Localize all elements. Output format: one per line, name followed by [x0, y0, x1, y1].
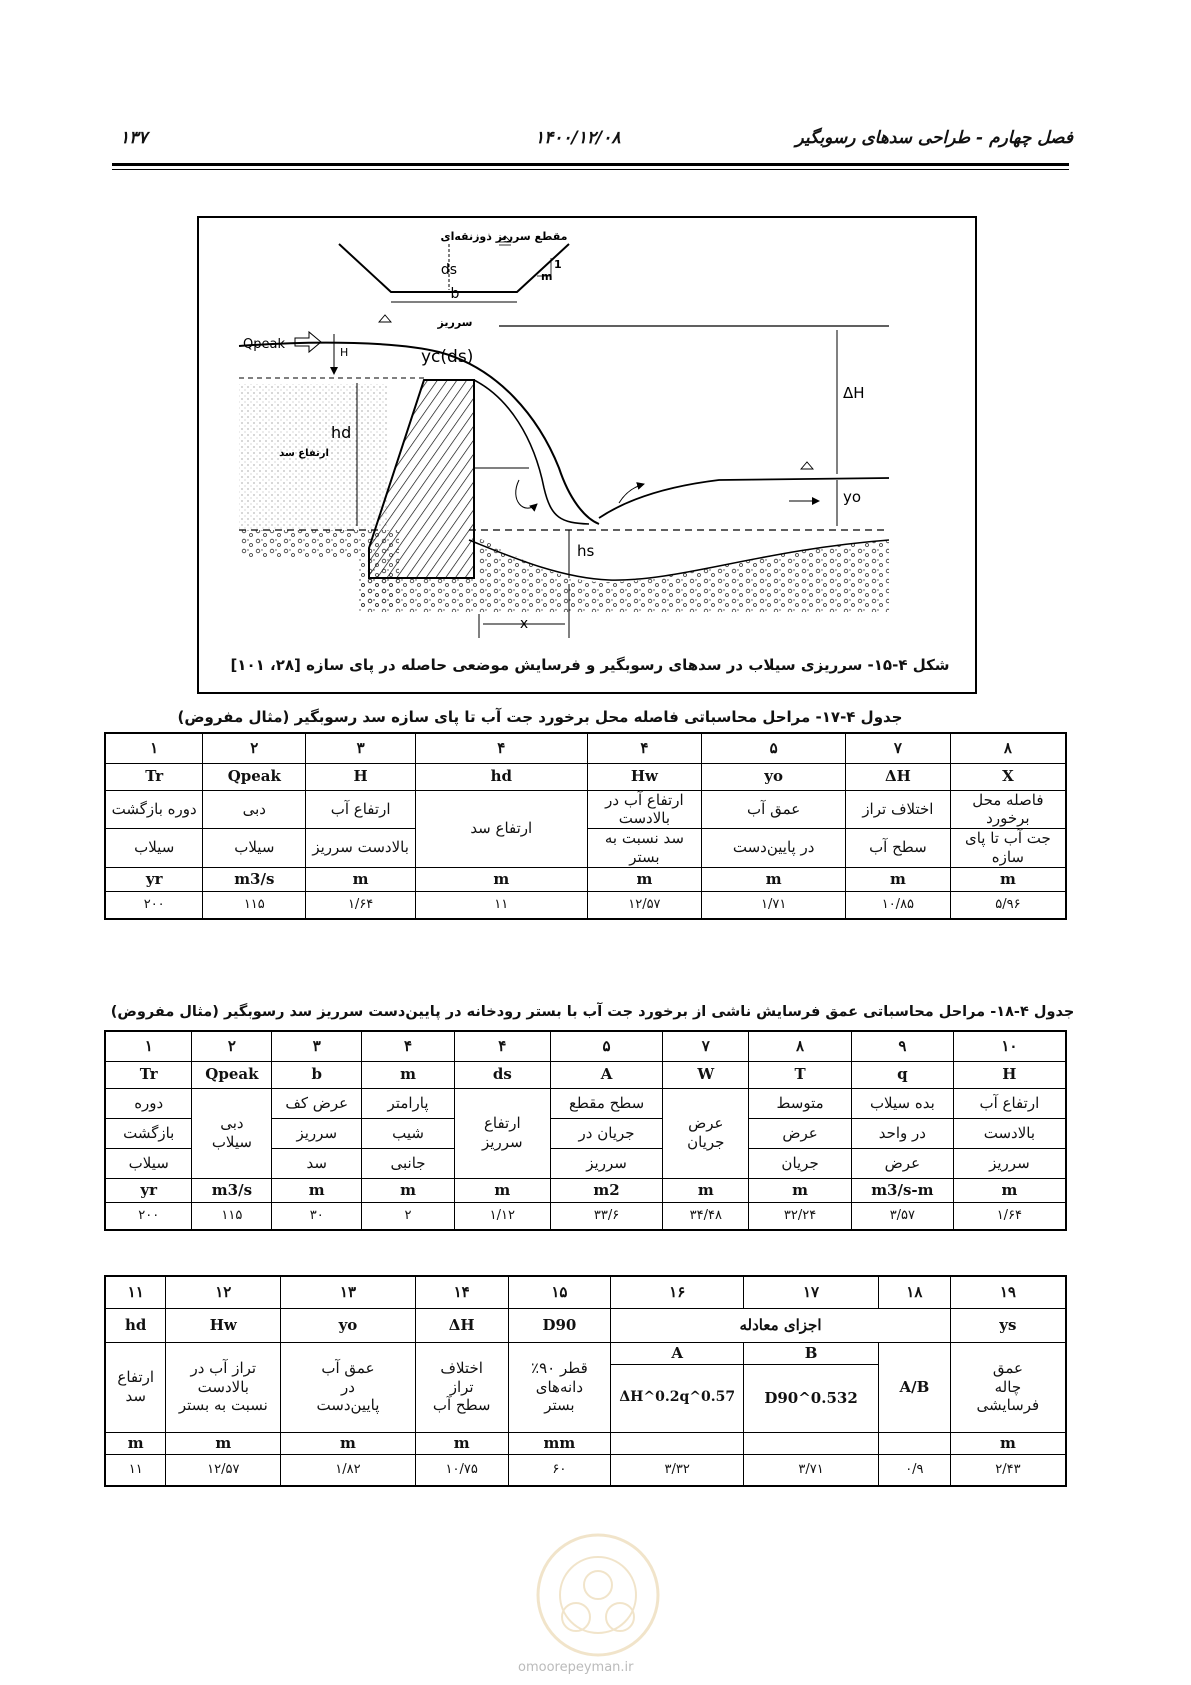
t18-desc: سد — [272, 1148, 362, 1178]
yc-label: yc(ds) — [421, 347, 474, 367]
t18b-desc-hd — [105, 1342, 166, 1432]
t18b-unit: m — [415, 1432, 508, 1454]
t18b-val: ۱۲/۵۷ — [166, 1454, 281, 1486]
watermark-logo — [508, 1505, 688, 1685]
t18b-unit: m — [950, 1432, 1066, 1454]
table18-num-row — [105, 1031, 1066, 1061]
t18b-desc-delta-h — [415, 1342, 508, 1432]
t18-unit: m — [454, 1178, 550, 1202]
t18b-desc-d90 — [508, 1342, 611, 1432]
t18-desc: سیلاب — [211, 1133, 252, 1151]
table18-unit-row — [105, 1178, 1066, 1202]
inset-ds-label: ds — [440, 262, 458, 278]
table18b-num-row — [105, 1276, 1066, 1308]
t17-num: ۲ — [203, 733, 306, 763]
t18-num: ۱۰ — [953, 1031, 1066, 1061]
t17-desc: ارتفاع آب در بالادست — [587, 790, 702, 829]
t18b-sym: yo — [281, 1308, 416, 1342]
t17-val: ۱/۶۴ — [306, 891, 416, 919]
table17-value-row — [105, 891, 1066, 919]
t17-desc: دبی — [203, 790, 306, 829]
t18b-num: ۱۳ — [281, 1276, 416, 1308]
t17-desc: فاصله محل برخورد — [950, 790, 1066, 829]
t17-val: ۱۰/۸۵ — [845, 891, 950, 919]
t17-unit: m — [587, 867, 702, 891]
t18b-num: ۱۹ — [950, 1276, 1066, 1308]
t18b-num: ۱۴ — [415, 1276, 508, 1308]
t18-desc: متوسط — [749, 1088, 852, 1118]
t18b-unit: m — [281, 1432, 416, 1454]
table18-desc-row-1 — [105, 1088, 1066, 1118]
t18b-num: ۱۸ — [878, 1276, 950, 1308]
t18-num: ۷ — [663, 1031, 749, 1061]
t18-desc: ارتفاع — [483, 1114, 521, 1133]
t18b-unit: mm — [508, 1432, 611, 1454]
spillway-label: سرریز — [437, 316, 473, 329]
x-label: x — [519, 616, 529, 632]
t18-desc: سرریز — [272, 1118, 362, 1148]
t18b-val: ۳/۷۱ — [744, 1454, 879, 1486]
t18b-sym: Hw — [166, 1308, 281, 1342]
t17-num: ۸ — [950, 733, 1066, 763]
t18-desc: پارامتر — [362, 1088, 455, 1118]
header-rule-thin — [112, 169, 1069, 170]
t18-val: ۱/۱۲ — [454, 1202, 550, 1230]
t17-num: ۴ — [587, 733, 702, 763]
delta-h-label: ΔH — [843, 384, 865, 402]
t18-sym: H — [953, 1061, 1066, 1088]
t18b-desc: دانه‌های — [535, 1377, 584, 1396]
t18-sym: q — [851, 1061, 953, 1088]
t18b-formula-b: D90^0.532 — [744, 1364, 879, 1432]
t18-desc-discharge — [192, 1088, 272, 1178]
t17-unit: yr — [105, 867, 203, 891]
t17-val: ۵/۹۶ — [950, 891, 1066, 919]
t17-sym: Hw — [587, 763, 702, 790]
t17-desc: ارتفاع سد — [416, 790, 588, 867]
t18b-desc: تراز آب در — [190, 1358, 257, 1377]
t17-sym: hd — [416, 763, 588, 790]
t18-val: ۲ — [362, 1202, 455, 1230]
t17-val: ۱۱ — [416, 891, 588, 919]
t17-desc: ارتفاع آب — [306, 790, 416, 829]
t17-desc: دوره بازگشت — [105, 790, 203, 829]
page-date: ۱۴۰۰/۱۲/۰۸ — [535, 128, 621, 148]
t18-desc: بالادست — [953, 1118, 1066, 1148]
t18b-sym: ys — [950, 1308, 1066, 1342]
t17-unit: m — [702, 867, 846, 891]
t18-val: ۱۱۵ — [192, 1202, 272, 1230]
t18b-desc: بالادست — [197, 1377, 249, 1396]
t18b-desc: سد — [125, 1387, 146, 1405]
t18b-desc-hw — [166, 1342, 281, 1432]
t18b-unit-empty — [744, 1432, 879, 1454]
t18b-val: ۱/۸۲ — [281, 1454, 416, 1486]
t18-num: ۹ — [851, 1031, 953, 1061]
t18b-val: ۱۰/۷۵ — [415, 1454, 508, 1486]
water-symbol-downstream — [801, 462, 813, 469]
hs-label: hs — [577, 542, 595, 560]
t17-sym: Tr — [105, 763, 203, 790]
table17 — [104, 732, 1067, 920]
table17-desc-row-1 — [105, 790, 1066, 829]
t18b-desc: فرسایشی — [976, 1396, 1040, 1415]
t18b-desc-scour-depth — [950, 1342, 1066, 1432]
table17-num-row — [105, 733, 1066, 763]
t18-sym: m — [362, 1061, 455, 1088]
t18b-desc: چاله — [994, 1377, 1022, 1396]
t18-val: ۳۴/۴۸ — [663, 1202, 749, 1230]
t18b-formula-a: ΔH^0.2q^0.57 — [611, 1364, 744, 1432]
table18-value-row — [105, 1202, 1066, 1230]
t18-unit: yr — [105, 1178, 192, 1202]
table18-symbol-row — [105, 1061, 1066, 1088]
t17-sym: X — [950, 763, 1066, 790]
t18b-sub-a: A — [611, 1342, 744, 1364]
figure-caption: شکل ۴-۱۵- سرریزی سیلاب در سدهای رسوبگیر و فرسایش موضعی حاصله در پای سازه [۲۸، ۱۰۱] — [230, 656, 950, 674]
t18b-unit-empty — [611, 1432, 744, 1454]
table17-symbol-row — [105, 763, 1066, 790]
dam-height-label: ارتفاع سد — [279, 448, 329, 459]
t18-num: ۸ — [749, 1031, 852, 1061]
spillway-scour-figure — [197, 216, 977, 694]
t18-sym: W — [663, 1061, 749, 1088]
t18-sym: b — [272, 1061, 362, 1088]
t18b-desc: تراز — [449, 1377, 474, 1396]
eddy-arrow-left — [516, 480, 537, 508]
table18b-value-row — [105, 1454, 1066, 1486]
t18-num: ۵ — [550, 1031, 663, 1061]
t17-desc: سطح آب — [845, 829, 950, 868]
t17-val: ۲۰۰ — [105, 891, 203, 919]
t17-desc: اختلاف تراز — [845, 790, 950, 829]
chapter-title: فصل چهارم - طراحی سدهای رسوبگیر — [795, 128, 1073, 148]
t18-unit: m — [749, 1178, 852, 1202]
t18b-sym: ΔH — [415, 1308, 508, 1342]
t18b-unit-empty — [878, 1432, 950, 1454]
page-number: ۱۳۷ — [120, 128, 148, 148]
t18-val: ۳۰ — [272, 1202, 362, 1230]
t18-desc: عرض — [851, 1148, 953, 1178]
t18-desc: سرریز — [482, 1133, 523, 1151]
t18b-eq-parts: اجزای معادله — [611, 1308, 951, 1342]
t18-val: ۱/۶۴ — [953, 1202, 1066, 1230]
t18-desc: شیب — [362, 1118, 455, 1148]
t18b-val: ۰/۹ — [878, 1454, 950, 1486]
t18-unit: m — [663, 1178, 749, 1202]
t17-num: ۳ — [306, 733, 416, 763]
t18-desc: سطح مقطع — [550, 1088, 663, 1118]
t18b-num: ۱۶ — [611, 1276, 744, 1308]
t18-desc: جریان در — [550, 1118, 663, 1148]
inset-b-label: b — [450, 286, 460, 302]
t18b-sym: D90 — [508, 1308, 611, 1342]
t18b-val: ۶۰ — [508, 1454, 611, 1486]
t18b-unit: m — [105, 1432, 166, 1454]
t18-sym: Tr — [105, 1061, 192, 1088]
t18b-ratio: A/B — [878, 1342, 950, 1432]
t18b-desc-yo — [281, 1342, 416, 1432]
t18b-unit: m — [166, 1432, 281, 1454]
inset-title: مقطع سرریز ذوزنقه‌ای — [440, 230, 568, 243]
nappe-lower — [474, 380, 589, 524]
t18b-desc: قطر ۹۰٪ — [531, 1358, 588, 1377]
t18-val: ۲۰۰ — [105, 1202, 192, 1230]
t18-num: ۱ — [105, 1031, 192, 1061]
t17-num: ۱ — [105, 733, 203, 763]
spillway-diagram — [199, 218, 975, 692]
t18-desc: دبی — [220, 1114, 244, 1133]
t18-desc: سرریز — [550, 1148, 663, 1178]
t18b-val: ۱۱ — [105, 1454, 166, 1486]
t18-sym: ds — [454, 1061, 550, 1088]
t18-desc: عرض — [749, 1118, 852, 1148]
water-symbol-upstream — [379, 315, 391, 322]
t18-desc: جانبی — [362, 1148, 455, 1178]
t18-unit: m3/s-m — [851, 1178, 953, 1202]
t18b-desc: در — [340, 1377, 355, 1396]
t17-desc: سیلاب — [203, 829, 306, 868]
t18b-desc: پایین‌دست — [316, 1396, 380, 1415]
t17-unit: m — [950, 867, 1066, 891]
table18 — [104, 1030, 1067, 1231]
t18b-num: ۱۷ — [744, 1276, 879, 1308]
hd-label: hd — [331, 423, 352, 442]
t17-desc: در پایین‌دست — [702, 829, 846, 868]
t17-unit: m — [306, 867, 416, 891]
t17-val: ۱۲/۵۷ — [587, 891, 702, 919]
t18-val: ۳۲/۲۴ — [749, 1202, 852, 1230]
qpeak-label: Qpeak — [243, 337, 285, 352]
watermark-text: omoorepeyman.ir — [518, 1660, 634, 1675]
table18b-symbol-row — [105, 1308, 1066, 1342]
t18-desc: بده سیلاب — [851, 1088, 953, 1118]
t18-desc: سرریز — [953, 1148, 1066, 1178]
t18-unit: m — [953, 1178, 1066, 1202]
yo-label: yo — [843, 488, 862, 506]
t18-num: ۲ — [192, 1031, 272, 1061]
t18-sym: Qpeak — [192, 1061, 272, 1088]
t18-unit: m — [272, 1178, 362, 1202]
t18-num: ۴ — [362, 1031, 455, 1061]
t17-sym: H — [306, 763, 416, 790]
t17-num: ۵ — [702, 733, 846, 763]
t18-num: ۳ — [272, 1031, 362, 1061]
t17-val: ۱۱۵ — [203, 891, 306, 919]
t17-desc: بالادست سرریز — [306, 829, 416, 868]
t17-sym: yo — [702, 763, 846, 790]
t18b-num: ۱۵ — [508, 1276, 611, 1308]
t17-desc: سیلاب — [105, 829, 203, 868]
t18-desc: جریان — [687, 1133, 725, 1151]
inset-one-label: 1 — [554, 258, 562, 271]
t18-desc: سیلاب — [105, 1148, 192, 1178]
t18-sym: T — [749, 1061, 852, 1088]
t17-unit: m — [845, 867, 950, 891]
t18b-desc: نسبت به بستر — [178, 1396, 268, 1415]
t18-desc: عرض — [688, 1114, 724, 1133]
t17-desc: عمق آب — [702, 790, 846, 829]
t18-sym: A — [550, 1061, 663, 1088]
t18b-desc: بستر — [544, 1396, 575, 1415]
table18-continued — [104, 1275, 1067, 1487]
inset-m-label: m — [541, 270, 553, 283]
t18b-num: ۱۲ — [166, 1276, 281, 1308]
t18-desc: در واحد — [851, 1118, 953, 1148]
h-label: H — [340, 346, 349, 359]
t18-val: ۳/۵۷ — [851, 1202, 953, 1230]
t18b-sub-b: B — [744, 1342, 879, 1364]
t18-desc: بازگشت — [105, 1118, 192, 1148]
t18b-desc: عمق — [992, 1358, 1023, 1377]
t18b-num: ۱۱ — [105, 1276, 166, 1308]
header-rule-thick — [112, 163, 1069, 166]
t17-num: ۴ — [416, 733, 588, 763]
table17-unit-row — [105, 867, 1066, 891]
t18-unit: m2 — [550, 1178, 663, 1202]
t18b-val: ۲/۴۳ — [950, 1454, 1066, 1486]
t18-desc-spillway-height — [454, 1088, 550, 1178]
t17-sym: ΔH — [845, 763, 950, 790]
t17-unit: m — [416, 867, 588, 891]
t18b-val: ۳/۳۲ — [611, 1454, 744, 1486]
table18b-unit-row — [105, 1432, 1066, 1454]
t18-num: ۴ — [454, 1031, 550, 1061]
t17-val: ۱/۷۱ — [702, 891, 846, 919]
t18b-desc: سطح آب — [432, 1396, 491, 1415]
table17-caption: جدول ۴-۱۷- مراحل محاسباتی فاصله محل برخورد جت آب تا پای سازه سد رسوبگیر (مثال مفروض) — [177, 708, 903, 726]
t18-val: ۳۳/۶ — [550, 1202, 663, 1230]
t18-desc-width-flow — [663, 1088, 749, 1178]
t17-num: ۷ — [845, 733, 950, 763]
t17-desc: جت آب تا پای سازه — [950, 829, 1066, 868]
t17-unit: m3/s — [203, 867, 306, 891]
t18-desc: ارتفاع آب — [953, 1088, 1066, 1118]
table18b-desc-row-1 — [105, 1342, 1066, 1364]
t17-desc: سد نسبت به بستر — [587, 829, 702, 868]
t17-sym: Qpeak — [203, 763, 306, 790]
t18-desc: جریان — [749, 1148, 852, 1178]
t18-unit: m3/s — [192, 1178, 272, 1202]
t18-desc: دوره — [105, 1088, 192, 1118]
t18-unit: m — [362, 1178, 455, 1202]
t18b-sym: hd — [105, 1308, 166, 1342]
t18b-desc: اختلاف — [440, 1358, 483, 1377]
t18b-desc: عمق آب — [321, 1358, 375, 1377]
table18-caption: جدول ۴-۱۸- مراحل محاسباتی عمق فرسایش ناشی از برخورد جت آب با بستر رودخانه در پایین‌دست سرریز سد رسوبگیر (مثال مفروض) — [110, 1004, 1075, 1020]
t18b-desc: ارتفاع — [117, 1368, 155, 1387]
t18-desc: عرض کف — [272, 1088, 362, 1118]
